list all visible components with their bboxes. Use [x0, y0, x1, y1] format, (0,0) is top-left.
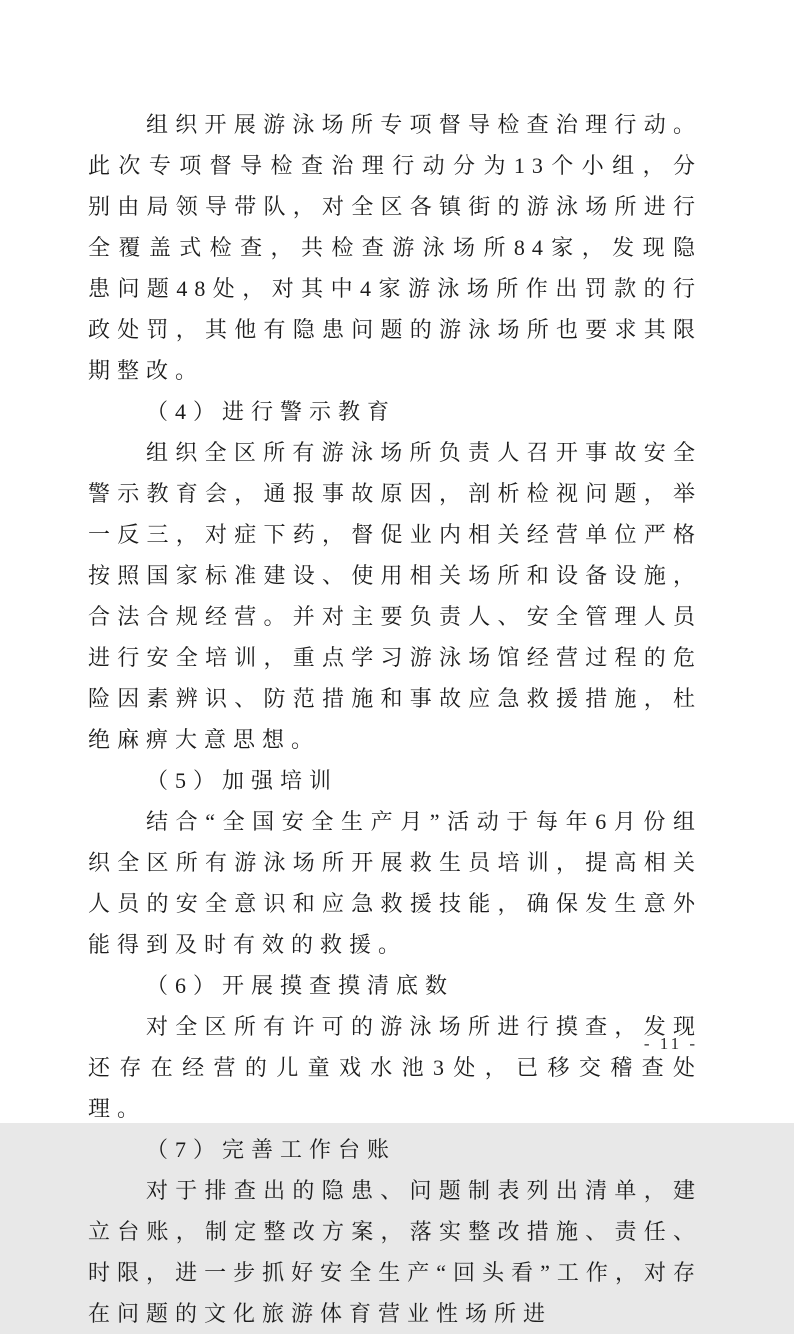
- paragraph-warning-education: 组织全区所有游泳场所负责人召开事故安全警示教育会，通报事故原因，剖析检视问题，举一反三，对症下药，督促业内相关经营单位严格按照国家标准建设、使用相关场所和设备设施，合法合规经营。并对主要负责人、安全管理人员进行安全培训，重点学习游泳场馆经营过程的危险因素辨识、防范措施和事故应急救援措施，杜绝麻痹大意思想。: [88, 440, 702, 752]
- section-heading-5-strengthen-training: （5）加强培训: [146, 768, 339, 793]
- paragraph-rectification-ledger: 对于排查出的隐患、问题制表列出清单，建立台账，制定整改方案，落实整改措施、责任、时限，进一步抓好安全生产“回头看”工作，对存在问题的文化旅游体育营业性场所进: [88, 1178, 702, 1326]
- document-body: [88, 104, 702, 1334]
- section-heading-6-survey: （6）开展摸查摸清底数: [146, 973, 455, 998]
- paragraph-lifeguard-training: 结合“全国安全生产月”活动于每年6月份组织全区所有游泳场所开展救生员培训，提高相关人员的安全意识和应急救援技能，确保发生意外能得到及时有效的救援。: [88, 809, 702, 957]
- paragraph-survey-results: 对全区所有许可的游泳场所进行摸查，发现还存在经营的儿童戏水池3处，已移交稽查处理。: [88, 1014, 702, 1121]
- section-heading-7-ledger: （7）完善工作台账: [146, 1137, 397, 1162]
- section-heading-4-warning-education: （4）进行警示教育: [146, 399, 397, 424]
- paragraph-inspection-action: 组织开展游泳场所专项督导检查治理行动。此次专项督导检查治理行动分为13个小组，分别由局领导带队，对全区各镇街的游泳场所进行全覆盖式检查，共检查游泳场所84家，发现隐患问题48处，对其中4家游泳场所作出罚款的行政处罚，其他有隐患问题的游泳场所也要求其限期整改。: [88, 112, 702, 383]
- page-number: - 11 -: [643, 1034, 699, 1053]
